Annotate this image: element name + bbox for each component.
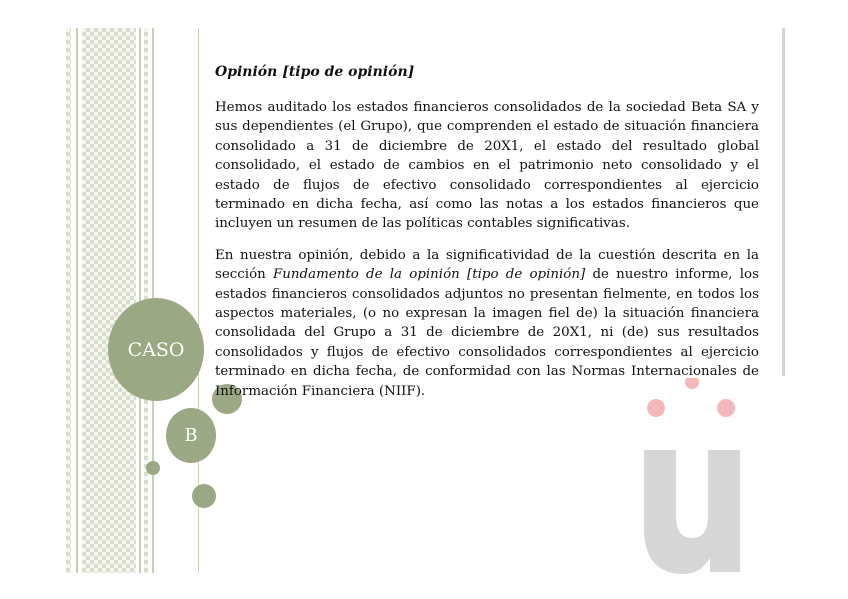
opinion-section-reference: Fundamento de la opinión [tipo de opinión] — [273, 267, 586, 283]
slide-content — [215, 62, 759, 413]
paragraph-opinion — [215, 246, 759, 401]
opinion-text-start: En nuestra opinión, debido a la significatividad de la cuestión descrita en la sección — [215, 247, 759, 283]
checker-strip — [66, 28, 71, 573]
section-heading: Opinión [tipo de opinión] — [215, 64, 415, 80]
opinion-text-end: de nuestro informe, los estados financieros consolidados adjuntos no presentan fielmente, en todos los aspectos materiales, (o no expresan la imagen fiel de) la situación financiera consolidada del Grupo a 31 de diciembre de 20X1, ni (de) sus resultados consolidados y flujos de efectivo consolidados correspondientes al ejercicio terminado en dicha fecha, de conformidad con las Normas Internacionales de Información Financiera (NIIF). — [215, 267, 759, 399]
b-badge — [166, 408, 216, 463]
decorative-stripe-band — [66, 28, 202, 573]
right-divider — [782, 28, 785, 376]
stripe-line — [76, 28, 78, 573]
caso-badge-label: CASO — [127, 338, 185, 361]
paragraph-audit-scope: Hemos auditado los estados financieros consolidados de la sociedad Beta SA y sus dependientes (el Grupo), que comprenden el estado de situación financiera consolidado a 31 de diciembre de 20X1, el estado del resultado global consolidado, el estado de cambios en el patrimonio neto consolidado y el estado de flujos de efectivo consolidado correspondientes al ejercicio terminado en dicha fecha, así como las notas a los estados financieros que incluyen un resumen de las políticas contables significativas. — [215, 100, 759, 232]
checker-strip — [82, 28, 136, 573]
caso-badge — [108, 298, 204, 401]
decorative-dot — [146, 461, 160, 475]
decorative-dot — [192, 484, 216, 508]
b-badge-label: B — [184, 425, 198, 446]
